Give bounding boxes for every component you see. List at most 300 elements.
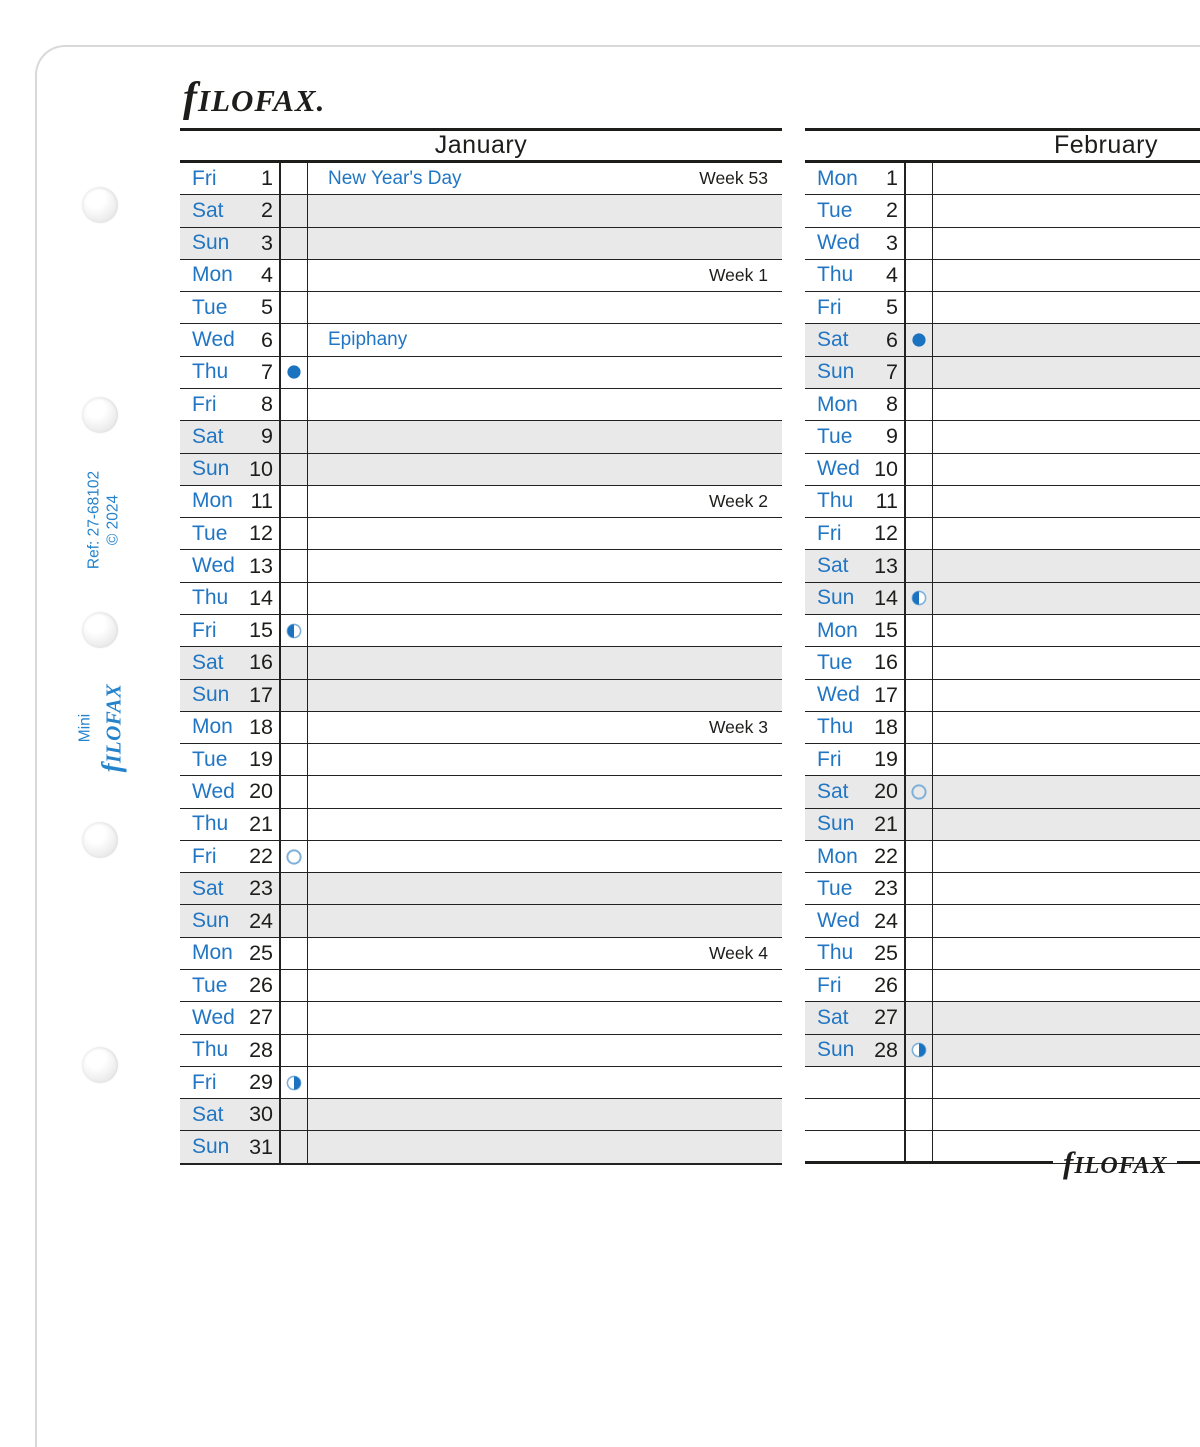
day-cell bbox=[180, 873, 281, 904]
entry-cell bbox=[933, 615, 1200, 646]
entry-cell bbox=[308, 712, 782, 743]
day-name-label: Sat bbox=[817, 554, 849, 578]
day-row bbox=[805, 712, 1200, 744]
day-row bbox=[180, 873, 782, 905]
moon-cell bbox=[281, 195, 308, 226]
entry-cell bbox=[308, 744, 782, 775]
day-row bbox=[180, 195, 782, 227]
moon-cell bbox=[281, 292, 308, 323]
day-number: 20 bbox=[874, 779, 898, 804]
moon-cell bbox=[281, 841, 308, 872]
moon-cell bbox=[906, 841, 933, 872]
day-row bbox=[805, 228, 1200, 260]
moon-cell bbox=[281, 1002, 308, 1033]
day-number: 4 bbox=[261, 262, 273, 287]
entry-cell bbox=[308, 1131, 782, 1162]
day-number: 5 bbox=[886, 295, 898, 320]
day-name-label: Thu bbox=[817, 263, 854, 287]
moon-phase-first-icon bbox=[910, 589, 928, 607]
entry-cell bbox=[933, 970, 1200, 1001]
day-row bbox=[180, 647, 782, 679]
day-number: 2 bbox=[261, 198, 273, 223]
moon-cell bbox=[906, 776, 933, 807]
entry-cell bbox=[308, 873, 782, 904]
day-name-label: Sat bbox=[192, 650, 224, 674]
month-rows bbox=[180, 163, 782, 1165]
entry-cell bbox=[933, 292, 1200, 323]
entry-cell bbox=[933, 776, 1200, 807]
day-cell bbox=[805, 1035, 906, 1066]
moon-cell bbox=[281, 1099, 308, 1130]
moon-cell bbox=[281, 454, 308, 485]
entry-cell bbox=[933, 583, 1200, 614]
day-name-label: Mon bbox=[817, 166, 858, 190]
moon-cell bbox=[281, 938, 308, 969]
day-number: 14 bbox=[874, 585, 898, 610]
day-cell bbox=[805, 712, 906, 743]
day-name-label: Mon bbox=[817, 618, 858, 642]
filofax-side-logo: fILOFAX bbox=[96, 683, 127, 773]
day-row bbox=[805, 1002, 1200, 1034]
day-cell bbox=[180, 583, 281, 614]
day-number: 26 bbox=[249, 973, 273, 998]
day-cell bbox=[805, 615, 906, 646]
day-name-label: Mon bbox=[817, 844, 858, 868]
moon-cell bbox=[281, 1067, 308, 1098]
day-row bbox=[805, 776, 1200, 808]
day-number: 9 bbox=[886, 424, 898, 449]
day-cell bbox=[180, 938, 281, 969]
day-cell bbox=[805, 163, 906, 194]
copyright: © 2024 bbox=[104, 494, 121, 546]
day-name-label: Sat bbox=[817, 328, 849, 352]
day-number: 8 bbox=[886, 392, 898, 417]
day-cell bbox=[180, 744, 281, 775]
month-rows bbox=[805, 163, 1200, 1164]
day-row bbox=[805, 389, 1200, 421]
day-number: 1 bbox=[261, 166, 273, 191]
filofax-logo: fILOFAX. bbox=[183, 75, 326, 121]
day-row bbox=[805, 938, 1200, 970]
week-label: Week 2 bbox=[708, 490, 768, 511]
entry-cell bbox=[308, 228, 782, 259]
day-name-label: Sun bbox=[192, 683, 230, 707]
moon-cell bbox=[906, 550, 933, 581]
moon-cell bbox=[906, 905, 933, 936]
moon-cell bbox=[281, 680, 308, 711]
moon-cell bbox=[281, 228, 308, 259]
day-cell bbox=[805, 486, 906, 517]
day-name-label: Wed bbox=[817, 231, 860, 255]
day-cell bbox=[180, 841, 281, 872]
moon-cell bbox=[281, 163, 308, 194]
day-cell bbox=[805, 195, 906, 226]
day-row bbox=[805, 615, 1200, 647]
day-cell bbox=[805, 938, 906, 969]
day-cell bbox=[180, 905, 281, 936]
moon-cell bbox=[906, 809, 933, 840]
holiday-note: New Year's Day bbox=[328, 167, 462, 189]
day-number: 16 bbox=[249, 650, 273, 675]
day-name-label: Mon bbox=[192, 715, 233, 739]
filofax-footer-logo: fILOFAX bbox=[1063, 1144, 1168, 1180]
entry-cell bbox=[308, 583, 782, 614]
entry-cell bbox=[308, 970, 782, 1001]
day-number: 22 bbox=[874, 844, 898, 869]
moon-cell bbox=[906, 260, 933, 291]
day-number: 28 bbox=[874, 1037, 898, 1062]
day-row bbox=[180, 1099, 782, 1131]
day-name-label: Tue bbox=[817, 424, 853, 448]
entry-cell bbox=[308, 163, 782, 194]
binder-hole bbox=[82, 397, 118, 433]
moon-cell bbox=[281, 905, 308, 936]
day-row bbox=[180, 324, 782, 356]
moon-cell bbox=[906, 195, 933, 226]
day-number: 5 bbox=[261, 295, 273, 320]
moon-cell bbox=[281, 647, 308, 678]
entry-cell bbox=[308, 809, 782, 840]
day-number: 27 bbox=[249, 1005, 273, 1030]
day-number: 30 bbox=[249, 1102, 273, 1127]
day-row bbox=[805, 518, 1200, 550]
entry-cell bbox=[933, 712, 1200, 743]
day-name-label: Fri bbox=[192, 166, 217, 190]
day-row bbox=[805, 550, 1200, 582]
day-cell bbox=[805, 841, 906, 872]
day-name-label: Wed bbox=[817, 683, 860, 707]
day-name-label: Sun bbox=[817, 586, 855, 610]
entry-cell bbox=[933, 518, 1200, 549]
day-row bbox=[180, 905, 782, 937]
day-number: 17 bbox=[874, 682, 898, 707]
footer-rule-left bbox=[805, 1161, 1053, 1164]
day-name-label: Fri bbox=[817, 973, 842, 997]
day-number: 11 bbox=[875, 488, 898, 513]
entry-cell bbox=[933, 905, 1200, 936]
moon-cell bbox=[906, 680, 933, 711]
moon-cell bbox=[281, 1035, 308, 1066]
day-row bbox=[805, 357, 1200, 389]
moon-cell bbox=[281, 744, 308, 775]
entry-cell bbox=[933, 744, 1200, 775]
day-name-label: Thu bbox=[192, 360, 229, 384]
day-name-label: Sun bbox=[817, 812, 855, 836]
entry-cell bbox=[933, 841, 1200, 872]
day-name-label: Fri bbox=[192, 618, 217, 642]
day-cell bbox=[805, 1067, 906, 1098]
day-name-label: Wed bbox=[192, 779, 235, 803]
moon-cell bbox=[906, 292, 933, 323]
day-cell bbox=[805, 647, 906, 678]
binder-hole bbox=[82, 822, 118, 858]
side-brand-text bbox=[77, 684, 128, 773]
entry-cell bbox=[933, 421, 1200, 452]
day-number: 24 bbox=[249, 908, 273, 933]
day-cell bbox=[180, 228, 281, 259]
day-cell bbox=[805, 454, 906, 485]
day-cell bbox=[180, 260, 281, 291]
moon-cell bbox=[906, 228, 933, 259]
day-row bbox=[180, 357, 782, 389]
day-number: 10 bbox=[874, 456, 898, 481]
day-cell bbox=[805, 357, 906, 388]
day-number: 17 bbox=[249, 682, 273, 707]
entry-cell bbox=[308, 615, 782, 646]
day-cell bbox=[805, 1099, 906, 1130]
moon-cell bbox=[906, 421, 933, 452]
entry-cell bbox=[308, 324, 782, 355]
day-row bbox=[180, 1002, 782, 1034]
entry-cell bbox=[933, 389, 1200, 420]
moon-cell bbox=[906, 486, 933, 517]
day-number: 3 bbox=[261, 230, 273, 255]
entry-cell bbox=[308, 647, 782, 678]
day-number: 27 bbox=[874, 1005, 898, 1030]
holiday-note: Epiphany bbox=[328, 329, 408, 351]
moon-phase-full-icon bbox=[285, 848, 303, 866]
moon-cell bbox=[906, 1099, 933, 1130]
binder-hole bbox=[82, 612, 118, 648]
day-name-label: Sat bbox=[192, 876, 224, 900]
day-cell bbox=[180, 647, 281, 678]
entry-cell bbox=[308, 776, 782, 807]
week-label: Week 53 bbox=[699, 168, 768, 189]
day-cell bbox=[180, 389, 281, 420]
day-cell bbox=[805, 518, 906, 549]
entry-cell bbox=[933, 1035, 1200, 1066]
moon-cell bbox=[281, 260, 308, 291]
day-name-label: Mon bbox=[192, 489, 233, 513]
day-row bbox=[805, 905, 1200, 937]
moon-cell bbox=[281, 421, 308, 452]
day-row bbox=[180, 550, 782, 582]
day-name-label: Sat bbox=[817, 779, 849, 803]
day-row bbox=[805, 647, 1200, 679]
moon-cell bbox=[906, 518, 933, 549]
day-cell bbox=[180, 292, 281, 323]
day-number: 21 bbox=[874, 811, 898, 836]
binder-hole bbox=[82, 1047, 118, 1083]
day-row bbox=[805, 841, 1200, 873]
entry-cell bbox=[308, 938, 782, 969]
day-row bbox=[180, 486, 782, 518]
day-name-label: Wed bbox=[192, 328, 235, 352]
day-name-label: Sun bbox=[192, 231, 230, 255]
entry-cell bbox=[308, 1002, 782, 1033]
moon-cell bbox=[906, 744, 933, 775]
moon-cell bbox=[281, 550, 308, 581]
day-cell bbox=[805, 1002, 906, 1033]
week-label: Week 1 bbox=[708, 264, 768, 285]
entry-cell bbox=[308, 1035, 782, 1066]
day-row bbox=[180, 518, 782, 550]
day-number: 11 bbox=[250, 488, 273, 513]
day-number: 24 bbox=[874, 908, 898, 933]
day-name-label: Tue bbox=[817, 876, 853, 900]
day-cell bbox=[180, 550, 281, 581]
moon-phase-new-icon bbox=[285, 363, 303, 381]
entry-cell bbox=[308, 454, 782, 485]
day-row bbox=[180, 1035, 782, 1067]
moon-phase-first-icon bbox=[285, 622, 303, 640]
day-name-label: Thu bbox=[192, 1038, 229, 1062]
entry-cell bbox=[933, 1067, 1200, 1098]
entry-cell bbox=[308, 1099, 782, 1130]
moon-cell bbox=[281, 389, 308, 420]
day-cell bbox=[805, 228, 906, 259]
entry-cell bbox=[933, 357, 1200, 388]
moon-cell bbox=[281, 712, 308, 743]
day-number: 21 bbox=[249, 811, 273, 836]
day-row bbox=[805, 454, 1200, 486]
day-number: 12 bbox=[249, 521, 273, 546]
day-number: 1 bbox=[886, 166, 898, 191]
day-number: 18 bbox=[874, 714, 898, 739]
day-number: 4 bbox=[886, 262, 898, 287]
day-row bbox=[180, 163, 782, 195]
day-row bbox=[805, 873, 1200, 905]
day-number: 2 bbox=[886, 198, 898, 223]
month-title: January bbox=[180, 128, 782, 163]
day-row bbox=[805, 1035, 1200, 1067]
day-cell bbox=[805, 260, 906, 291]
day-row bbox=[180, 260, 782, 292]
week-label: Week 4 bbox=[708, 942, 768, 963]
entry-cell bbox=[933, 454, 1200, 485]
day-row bbox=[805, 421, 1200, 453]
month-february bbox=[805, 128, 1200, 1178]
day-row bbox=[180, 970, 782, 1002]
footer-rule-right bbox=[1177, 1161, 1200, 1164]
day-name-label: Thu bbox=[192, 812, 229, 836]
day-number: 16 bbox=[874, 650, 898, 675]
entry-cell bbox=[308, 260, 782, 291]
day-row bbox=[805, 970, 1200, 1002]
moon-cell bbox=[281, 486, 308, 517]
day-number: 6 bbox=[261, 327, 273, 352]
day-name-label: Tue bbox=[817, 198, 853, 222]
day-number: 25 bbox=[249, 940, 273, 965]
day-name-label: Wed bbox=[817, 457, 860, 481]
entry-cell bbox=[308, 905, 782, 936]
day-name-label: Sun bbox=[817, 360, 855, 384]
entry-cell bbox=[933, 486, 1200, 517]
day-name-label: Fri bbox=[192, 844, 217, 868]
day-row bbox=[180, 680, 782, 712]
moon-cell bbox=[281, 518, 308, 549]
day-row bbox=[180, 583, 782, 615]
moon-cell bbox=[906, 647, 933, 678]
moon-cell bbox=[906, 324, 933, 355]
day-row bbox=[180, 809, 782, 841]
day-number: 8 bbox=[261, 392, 273, 417]
moon-cell bbox=[281, 1131, 308, 1162]
day-number: 20 bbox=[249, 779, 273, 804]
day-cell bbox=[180, 1131, 281, 1162]
day-cell bbox=[180, 776, 281, 807]
day-cell bbox=[180, 486, 281, 517]
moon-cell bbox=[906, 938, 933, 969]
entry-cell bbox=[933, 260, 1200, 291]
moon-cell bbox=[906, 1035, 933, 1066]
ref-number: Ref: 27-68102 bbox=[85, 470, 103, 570]
day-row bbox=[180, 292, 782, 324]
entry-cell bbox=[308, 1067, 782, 1098]
day-name-label: Tue bbox=[817, 650, 853, 674]
entry-cell bbox=[308, 195, 782, 226]
day-name-label: Sat bbox=[192, 424, 224, 448]
day-name-label: Fri bbox=[192, 392, 217, 416]
day-name-label: Thu bbox=[817, 489, 854, 513]
moon-cell bbox=[906, 389, 933, 420]
entry-cell bbox=[308, 680, 782, 711]
entry-cell bbox=[933, 228, 1200, 259]
day-number: 13 bbox=[249, 553, 273, 578]
day-cell bbox=[805, 550, 906, 581]
day-number: 14 bbox=[249, 585, 273, 610]
day-name-label: Tue bbox=[192, 973, 228, 997]
day-cell bbox=[805, 583, 906, 614]
day-number: 29 bbox=[249, 1070, 273, 1095]
day-number: 22 bbox=[249, 844, 273, 869]
day-name-label: Wed bbox=[817, 909, 860, 933]
week-label: Week 3 bbox=[708, 716, 768, 737]
moon-cell bbox=[906, 873, 933, 904]
entry-cell bbox=[933, 938, 1200, 969]
entry-cell bbox=[308, 841, 782, 872]
day-number: 23 bbox=[249, 876, 273, 901]
day-cell bbox=[180, 1099, 281, 1130]
day-cell bbox=[180, 518, 281, 549]
day-row bbox=[180, 1067, 782, 1099]
entry-cell bbox=[308, 389, 782, 420]
day-name-label: Fri bbox=[817, 521, 842, 545]
moon-cell bbox=[281, 873, 308, 904]
day-cell bbox=[180, 163, 281, 194]
day-cell bbox=[805, 421, 906, 452]
entry-cell bbox=[933, 550, 1200, 581]
day-name-label: Tue bbox=[192, 521, 228, 545]
day-name-label: Sun bbox=[192, 457, 230, 481]
day-row bbox=[805, 1099, 1200, 1131]
moon-phase-last-icon bbox=[910, 1041, 928, 1059]
day-cell bbox=[805, 744, 906, 775]
day-number: 31 bbox=[249, 1134, 273, 1159]
day-cell bbox=[180, 195, 281, 226]
moon-phase-full-icon bbox=[910, 783, 928, 801]
day-cell bbox=[805, 873, 906, 904]
day-name-label: Fri bbox=[817, 747, 842, 771]
day-cell bbox=[180, 1035, 281, 1066]
binder-hole bbox=[82, 187, 118, 223]
footer-rule bbox=[805, 1144, 1200, 1180]
moon-cell bbox=[906, 1067, 933, 1098]
moon-cell bbox=[906, 615, 933, 646]
day-row bbox=[180, 454, 782, 486]
day-row bbox=[805, 680, 1200, 712]
day-cell bbox=[180, 615, 281, 646]
day-row bbox=[180, 841, 782, 873]
day-number: 10 bbox=[249, 456, 273, 481]
day-name-label: Thu bbox=[192, 586, 229, 610]
day-cell bbox=[805, 324, 906, 355]
day-name-label: Sat bbox=[192, 198, 224, 222]
day-number: 15 bbox=[249, 618, 273, 643]
day-number: 19 bbox=[249, 747, 273, 772]
moon-cell bbox=[906, 1002, 933, 1033]
day-number: 23 bbox=[874, 876, 898, 901]
